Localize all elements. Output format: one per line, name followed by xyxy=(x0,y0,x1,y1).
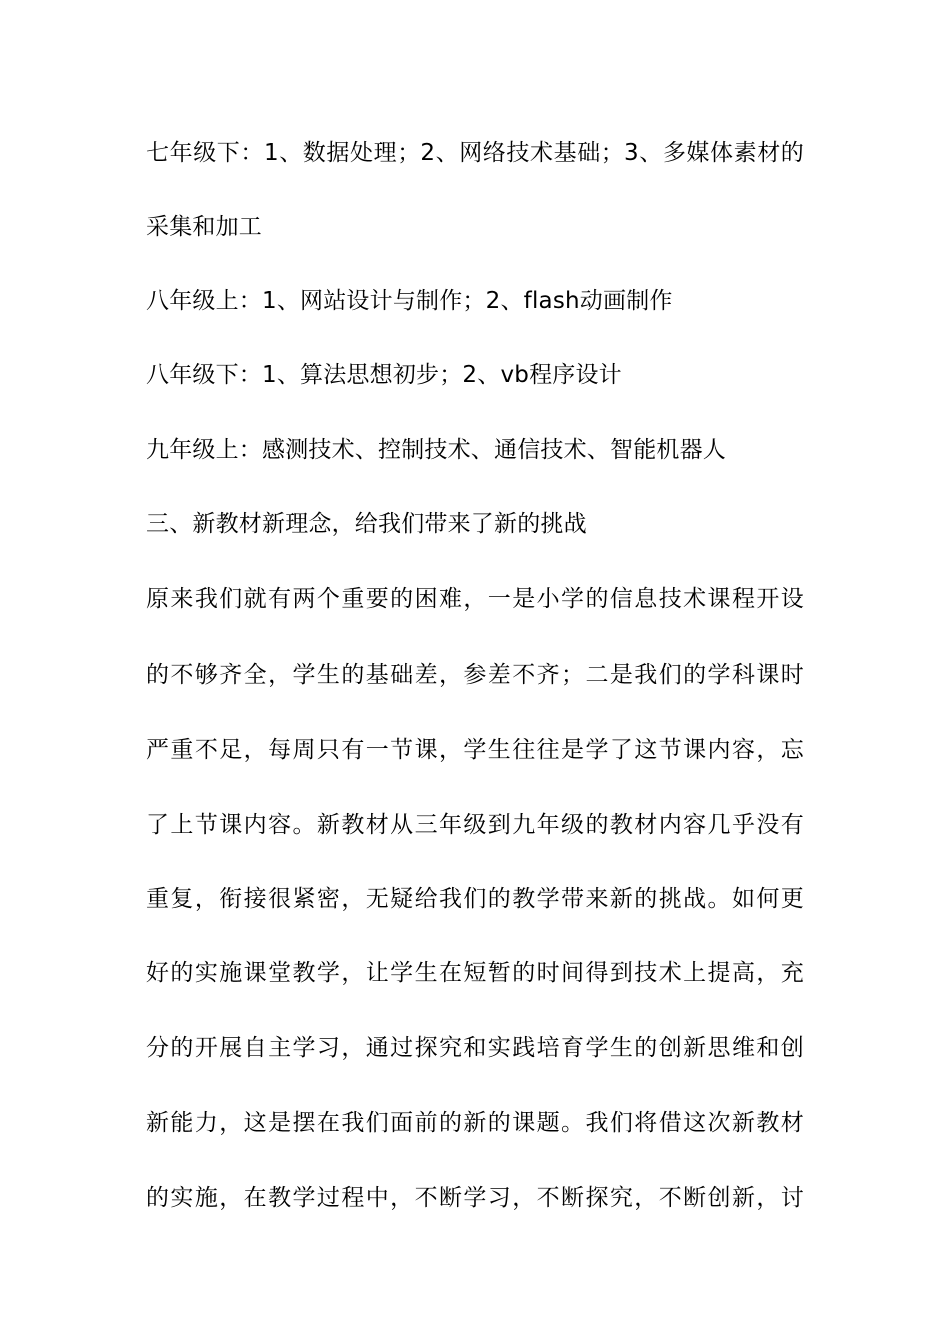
section-heading: 三、新教材新理念，给我们带来了新的挑战 xyxy=(146,511,587,537)
text-line: 分的开展自主学习，通过探究和实践培育学生的创新思维和创 xyxy=(146,1035,804,1061)
text-line: 新能力，这是摆在我们面前的新的课题。我们将借这次新教材 xyxy=(146,1110,804,1136)
text-line: 了上节课内容。新教材从三年级到九年级的教材内容几乎没有 xyxy=(146,812,804,838)
text-line: 严重不足，每周只有一节课，学生往往是学了这节课内容，忘 xyxy=(146,737,804,763)
text-line: 采集和加工 xyxy=(146,214,262,240)
text-line: 好的实施课堂教学，让学生在短暂的时间得到技术上提高，充 xyxy=(146,960,804,986)
text-line: 的实施，在教学过程中，不断学习，不断探究，不断创新，讨 xyxy=(146,1185,804,1211)
text-line: 重复，衔接很紧密，无疑给我们的教学带来新的挑战。如何更 xyxy=(146,886,804,912)
text-line: 八年级上：1、网站设计与制作；2、flash动画制作 xyxy=(146,288,673,314)
text-line: 八年级下：1、算法思想初步；2、vb程序设计 xyxy=(146,362,622,388)
text-line: 原来我们就有两个重要的困难，一是小学的信息技术课程开设 xyxy=(146,586,804,612)
text-line: 九年级上：感测技术、控制技术、通信技术、智能机器人 xyxy=(146,437,726,463)
text-line: 七年级下：1、数据处理；2、网络技术基础；3、多媒体素材的 xyxy=(146,140,804,166)
text-line: 的不够齐全，学生的基础差，参差不齐；二是我们的学科课时 xyxy=(146,662,804,688)
